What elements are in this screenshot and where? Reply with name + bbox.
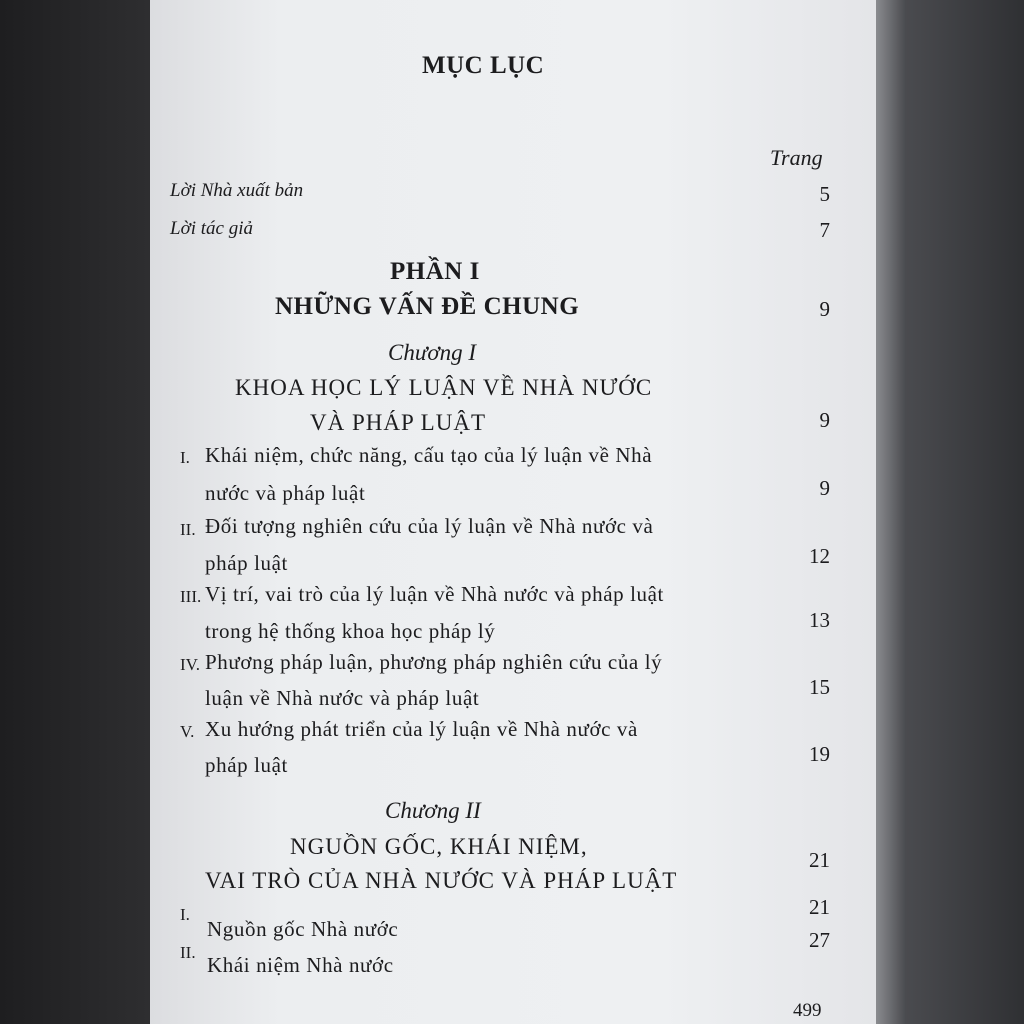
page-column-header: Trang — [770, 145, 823, 170]
front-item-label: Lời Nhà xuất bản — [170, 180, 304, 201]
background-right — [876, 0, 1024, 1024]
entry-page: 12 — [809, 544, 830, 568]
front-item-label: Lời tác giả — [170, 218, 253, 239]
entry-line: nước và pháp luật — [205, 481, 366, 505]
entry-line: Xu hướng phát triển của lý luận về Nhà nước và — [205, 717, 638, 741]
chapter-label: Chương I — [388, 340, 477, 365]
entry-line: Nguồn gốc Nhà nước — [207, 917, 399, 941]
entry-number: IV. — [180, 655, 200, 674]
entry-line: trong hệ thống khoa học pháp lý — [205, 619, 496, 643]
chapter-label: Chương II — [385, 798, 481, 823]
entry-number: V. — [180, 722, 195, 741]
entry-page: 27 — [809, 928, 830, 952]
entry-line: Phương pháp luận, phương pháp nghiên cứu của lý — [205, 650, 663, 674]
entry-page: 13 — [809, 608, 830, 632]
entry-number: II. — [180, 520, 196, 539]
entry-line: Vị trí, vai trò của lý luận về Nhà nước và pháp luật — [205, 582, 664, 606]
part-page: 9 — [819, 297, 830, 321]
front-item-page: 5 — [819, 182, 830, 206]
chapter-title-line: NGUỒN GỐC, KHÁI NIỆM, — [290, 834, 588, 859]
toc-title: MỤC LỤC — [422, 52, 545, 79]
entry-page: 9 — [819, 476, 830, 500]
entry-number: II. — [180, 943, 196, 962]
chapter-title-line: VÀ PHÁP LUẬT — [310, 410, 486, 435]
entry-number: I. — [180, 448, 190, 467]
entry-line: luận về Nhà nước và pháp luật — [205, 686, 480, 710]
entry-line: Khái niệm, chức năng, cấu tạo của lý luận về Nhà — [205, 443, 653, 467]
entry-page: 19 — [809, 742, 830, 766]
page-number: 499 — [793, 1000, 822, 1021]
chapter-page: 9 — [819, 408, 830, 432]
part-label: PHẦN I — [390, 258, 480, 285]
book-page — [150, 0, 876, 1024]
entry-line: pháp luật — [205, 753, 288, 777]
chapter-title-line: VAI TRÒ CỦA NHÀ NƯỚC VÀ PHÁP LUẬT — [205, 868, 678, 893]
entry-number: I. — [180, 905, 190, 924]
entry-page: 15 — [809, 675, 830, 699]
front-item-page: 7 — [819, 218, 830, 242]
chapter-title-line: KHOA HỌC LÝ LUẬN VỀ NHÀ NƯỚC — [235, 375, 653, 400]
entry-page: 21 — [809, 895, 830, 919]
entry-line: pháp luật — [205, 551, 288, 575]
entry-line: Khái niệm Nhà nước — [207, 953, 394, 977]
entry-number: III. — [180, 587, 202, 606]
part-title: NHỮNG VẤN ĐỀ CHUNG — [275, 293, 580, 320]
entry-line: Đối tượng nghiên cứu của lý luận về Nhà nước và — [205, 514, 654, 538]
chapter-page: 21 — [809, 848, 830, 872]
background-left — [0, 0, 150, 1024]
